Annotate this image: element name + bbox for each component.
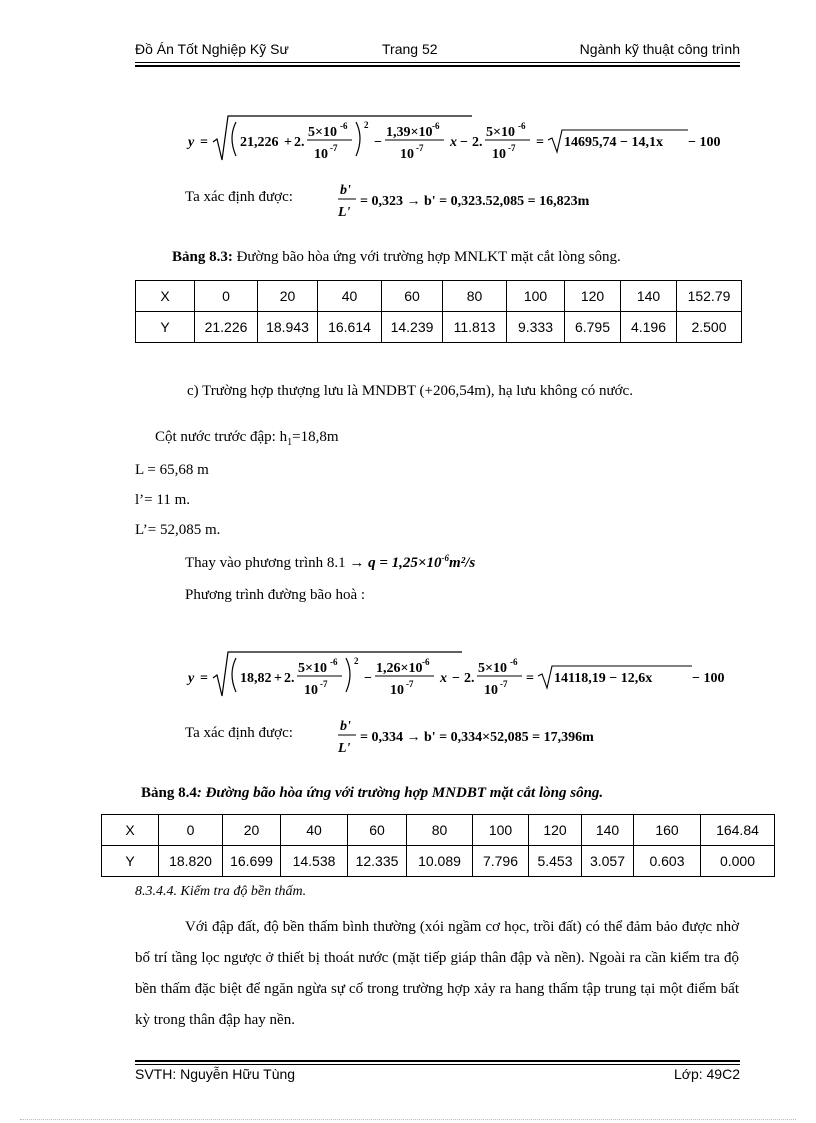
header-rule-thick (135, 65, 740, 67)
eq2-y: y (188, 671, 195, 686)
L-value: L = 65,68 m (135, 462, 209, 478)
table1-caption-label: Bảng 8.3: (172, 249, 233, 265)
thay-line (185, 553, 475, 572)
equation-1 (180, 108, 740, 168)
eq1-eq2: = (536, 135, 544, 150)
eq2-den2exp: -7 (406, 679, 414, 689)
table-cell: 12.335 (348, 846, 407, 877)
table-cell: 11.813 (443, 312, 507, 343)
eq2-minus2: − (452, 671, 460, 686)
eq1-two2: 2. (472, 135, 483, 150)
eq2-a: 18,82 (240, 671, 272, 686)
eq2-x: x (440, 671, 447, 686)
body-paragraph (135, 912, 739, 1036)
table-row (102, 815, 775, 846)
table-cell: 164.84 (701, 815, 775, 846)
det2-expression (334, 714, 654, 758)
eq1-minus: − (374, 135, 382, 150)
table-cell: Y (136, 312, 195, 343)
phuong-trinh-label: Phương trình đường bão hoà : (185, 587, 366, 603)
table-cell: 140 (621, 281, 677, 312)
header-left: Đồ Án Tốt Nghiệp Kỹ Sư (135, 41, 289, 57)
eq1-minus2: − (460, 135, 468, 150)
eq1-num: 5×10 (308, 125, 337, 140)
eq2-num2: 1,26×10 (376, 661, 423, 676)
table-cell: X (136, 281, 195, 312)
table-cell: 120 (565, 281, 621, 312)
table-cell: 7.796 (473, 846, 529, 877)
eq2-den3exp: -7 (500, 679, 508, 689)
page-footer (135, 1066, 740, 1086)
eq2-num3exp: -6 (510, 657, 518, 667)
det1-frac-num: b' (340, 183, 351, 198)
thay-text: Thay vào phương trình 8.1 (185, 555, 346, 571)
table-cell: 5.453 (529, 846, 582, 877)
det1-frac-den: L' (338, 205, 351, 220)
table-cell: 100 (473, 815, 529, 846)
table-cell: 3.057 (582, 846, 634, 877)
table-cell: 20 (258, 281, 318, 312)
cot-nuoc-prefix: Cột nước trước đập: h (155, 429, 288, 445)
cot-nuoc-suffix: =18,8m (292, 429, 339, 445)
eq1-rhs: 14695,74 − 14,1x (564, 135, 663, 150)
case-c-text: c) Trường hợp thượng lưu là MNDBT (+206,54m), hạ lưu không có nước. (187, 383, 633, 399)
eq1-x: x (450, 135, 457, 150)
table2-caption-text: : Đường bão hòa ứng với trường hợp MNDBT mặt cắt lòng sông. (196, 785, 604, 801)
page-header (135, 41, 740, 61)
table1-caption (172, 249, 621, 266)
table-8-3 (135, 280, 742, 343)
table-cell: 152.79 (677, 281, 742, 312)
table-cell: 0 (159, 815, 223, 846)
eq1-num2exp: -6 (432, 121, 440, 131)
eq2-tail: − 100 (692, 671, 725, 686)
eq1-den: 10 (314, 147, 328, 162)
table-row (102, 846, 775, 877)
table-cell: 0.603 (634, 846, 701, 877)
thay-unit: m²/s (448, 555, 476, 571)
eq2-num: 5×10 (298, 661, 327, 676)
eq1-num3exp: -6 (518, 121, 526, 131)
L-prime-value: L’= 52,085 m. (135, 522, 221, 538)
header-rule-thin (135, 62, 740, 63)
table-cell: 140 (582, 815, 634, 846)
table-cell: 160 (634, 815, 701, 846)
table-cell: 40 (281, 815, 348, 846)
footer-left: SVTH: Nguyễn Hữu Tùng (135, 1066, 296, 1082)
table-cell: 16.614 (318, 312, 382, 343)
eq2-den3: 10 (484, 683, 498, 698)
eq2-rhs: 14118,19 − 12,6x (554, 671, 653, 686)
table-cell: 10.089 (407, 846, 473, 877)
table-cell: 18.820 (159, 846, 223, 877)
eq2-denexp: -7 (320, 679, 328, 689)
table-cell: 80 (443, 281, 507, 312)
page-bottom-dots (20, 1119, 796, 1120)
table1-caption-text: Đường bão hòa ứng với trường hợp MNLKT mặt cắt lòng sông. (232, 249, 621, 265)
det2-label: Ta xác định được: (185, 725, 293, 741)
section-heading: 8.3.4.4. Kiểm tra độ bền thấm. (135, 884, 307, 899)
table-cell: 100 (507, 281, 565, 312)
det2-frac-den: L' (338, 741, 351, 756)
equation-2 (180, 644, 740, 704)
eq1-num2: 1,39×10 (386, 125, 433, 140)
paragraph-text: Với đập đất, độ bền thấm bình thường (xói ngầm cơ học, trồi đất) có thể đảm bảo được nhờ bố trí tầng lọc ngược ở thiết bị thoát nước (mặt tiếp giáp thân đập và nền). Ngoài ra cần kiểm tra độ bền thấm đặc biệt để ngăn ngừa sự cố trong trường hợp xảy ra hang thấm tập trung tại một điểm bất kỳ trong thân đập hay nền. (135, 919, 739, 1028)
cot-nuoc-sub: 1 (287, 437, 293, 448)
eq1-den2: 10 (400, 147, 414, 162)
det1-expr: = 0,323 → b' = 0,323.52,085 = 16,823m (360, 194, 590, 209)
eq2-num3: 5×10 (478, 661, 507, 676)
table-cell: 6.795 (565, 312, 621, 343)
eq1-den3: 10 (492, 147, 506, 162)
eq2-eq: = (200, 671, 208, 686)
header-page-number: Trang 52 (382, 41, 438, 57)
footer-rule-thick (135, 1060, 740, 1062)
det1-expression (334, 178, 654, 222)
eq1-a: 21,226 (240, 135, 279, 150)
eq1-y: y (188, 135, 195, 150)
table-cell: 14.239 (382, 312, 443, 343)
eq1-denexp: -7 (330, 143, 338, 153)
eq1-square: 2 (364, 120, 369, 130)
eq1-eq: = (200, 135, 208, 150)
footer-right: Lớp: 49C2 (673, 1066, 740, 1082)
table-cell: 9.333 (507, 312, 565, 343)
eq1-den2exp: -7 (416, 143, 424, 153)
table-8-4 (101, 814, 775, 877)
table-row (136, 312, 742, 343)
table-cell: 2.500 (677, 312, 742, 343)
table-cell: 4.196 (621, 312, 677, 343)
header-right: Ngành kỹ thuật công trình (579, 41, 740, 57)
eq1-plus: + (284, 135, 292, 150)
eq1-numexp: -6 (340, 121, 348, 131)
eq2-den2: 10 (390, 683, 404, 698)
det2-expr: = 0,334 → b' = 0,334×52,085 = 17,396m (360, 730, 594, 745)
table-row (136, 281, 742, 312)
table-cell: 0.000 (701, 846, 775, 877)
eq2-eq2: = (526, 671, 534, 686)
table-cell: 120 (529, 815, 582, 846)
table-cell: X (102, 815, 159, 846)
eq2-square: 2 (354, 656, 359, 666)
table-cell: 60 (382, 281, 443, 312)
eq2-two: 2. (284, 671, 295, 686)
table-cell: 16.699 (223, 846, 281, 877)
table2-caption (141, 785, 603, 802)
eq2-minus: − (364, 671, 372, 686)
eq2-numexp: -6 (330, 657, 338, 667)
table-cell: 18.943 (258, 312, 318, 343)
eq1-two: 2. (294, 135, 305, 150)
thay-exp: -6 (441, 553, 449, 563)
thay-expr: → q = 1,25×10 (349, 555, 442, 571)
table-cell: 0 (195, 281, 258, 312)
table-cell: 20 (223, 815, 281, 846)
cot-nuoc-text (155, 429, 339, 448)
eq1-den3exp: -7 (508, 143, 516, 153)
table-cell: 60 (348, 815, 407, 846)
eq2-den: 10 (304, 683, 318, 698)
eq2-num2exp: -6 (422, 657, 430, 667)
footer-rule-thin (135, 1064, 740, 1065)
table-cell: 14.538 (281, 846, 348, 877)
table-cell: Y (102, 846, 159, 877)
det2-frac-num: b' (340, 719, 351, 734)
table-cell: 21.226 (195, 312, 258, 343)
table2-caption-label: Bảng 8.4 (141, 785, 197, 801)
eq1-tail: − 100 (688, 135, 721, 150)
eq2-two2: 2. (464, 671, 475, 686)
det1-label: Ta xác định được: (185, 189, 293, 205)
l-prime-value: l’= 11 m. (135, 492, 190, 508)
eq2-plus: + (274, 671, 282, 686)
eq1-num3: 5×10 (486, 125, 515, 140)
table-cell: 40 (318, 281, 382, 312)
table-cell: 80 (407, 815, 473, 846)
